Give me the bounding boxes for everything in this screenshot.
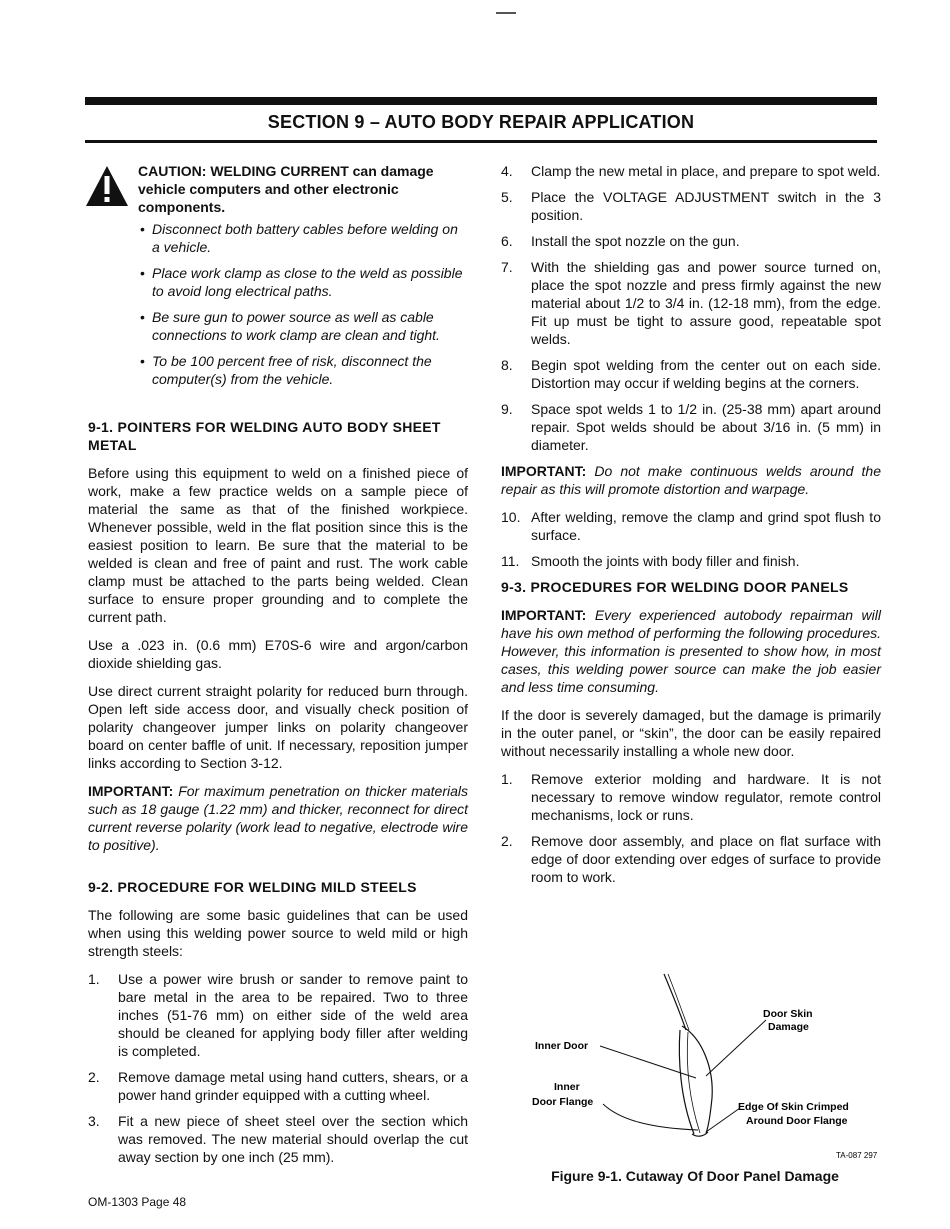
- important-label: IMPORTANT:: [501, 463, 587, 479]
- label-door-skin: Door Skin: [763, 1008, 813, 1020]
- list-item: [501, 258, 881, 348]
- step-text: With the shielding gas and power source turned on, place the spot nozzle and press firmly against the new material about 1/2 to 3/4 in. (12-18 mm), from the edge. Fit up must be tight to assure good, repeatable spot welds.: [531, 259, 881, 347]
- list-item: [88, 1112, 468, 1166]
- heading-9-3: 9-3. PROCEDURES FOR WELDING DOOR PANELS: [501, 579, 849, 595]
- step-number: 11.: [501, 553, 520, 569]
- caution-bullet-text: Disconnect both battery cables before welding on a vehicle.: [152, 221, 458, 255]
- step-text: Smooth the joints with body filler and finish.: [531, 553, 800, 569]
- label-around-flange: Around Door Flange: [746, 1115, 848, 1127]
- paragraph: Use a .023 in. (0.6 mm) E70S-6 wire and argon/carbon dioxide shielding gas.: [88, 637, 468, 671]
- caution-bullet: • Place work clamp as close to the weld as possible to avoid long electrical paths.: [140, 265, 463, 299]
- step-number: 2.: [501, 833, 513, 849]
- label-door-flange: Door Flange: [532, 1096, 594, 1108]
- step-number: 5.: [501, 189, 513, 205]
- step-text: Fit a new piece of sheet steel over the section which was removed. The new material should overlap the cut away section by one inch (25 mm).: [118, 1113, 468, 1165]
- step-text: Remove exterior molding and hardware. It is not necessary to remove window regulator, remote control mechanisms, lock or runs.: [531, 771, 881, 823]
- step-number: 2.: [88, 1069, 100, 1085]
- important-note: [501, 462, 881, 498]
- step-number: 10.: [501, 509, 521, 525]
- list-item: [501, 356, 881, 392]
- step-text: After welding, remove the clamp and grind spot flush to surface.: [531, 509, 881, 543]
- list-item: [501, 552, 881, 570]
- step-text: Space spot welds 1 to 1/2 in. (25-38 mm) apart around repair. Spot welds should be about 3/16 in. (5 mm) in diameter.: [531, 401, 881, 453]
- step-text: Use a power wire brush or sander to remove paint to bare metal in the area to be repaired. Two to three inches (51-76 mm) on either side of the weld area should be cleaned for applying body filler after welding is completed.: [118, 971, 468, 1059]
- paragraph: Use direct current straight polarity for reduced burn through. Open left side access door, and visually check position of polarity changeover jumper links on polarity changeover board on center baffle of unit. If necessary, reposition jumper links according to Section 3-12.: [88, 683, 468, 771]
- list-item: [501, 188, 881, 224]
- important-note: [88, 782, 468, 854]
- important-text: For maximum penetration on thicker materials such as 18 gauge (1.22 mm) and thicker, reconnect for direct current reverse polarity (work lead to negative, electrode wire to positive).: [88, 783, 469, 853]
- important-text: Do not make continuous welds around the repair as this will promote distortion and warpage.: [501, 463, 881, 497]
- page-footer: OM-1303 Page 48: [88, 1195, 187, 1209]
- step-number: 1.: [88, 971, 100, 987]
- list-item: [501, 162, 881, 180]
- label-inner: Inner: [554, 1081, 580, 1093]
- step-text: Remove damage metal using hand cutters, shears, or a power hand grinder equipped with a cutting wheel.: [118, 1069, 468, 1103]
- heading-9-1: 9-1. POINTERS FOR WELDING AUTO BODY SHEET METAL: [88, 419, 441, 453]
- caution-bullet-text: Be sure gun to power source as well as cable connections to work clamp are clean and tight.: [152, 309, 440, 343]
- steps-list: [501, 508, 881, 570]
- step-text: Install the spot nozzle on the gun.: [531, 233, 740, 249]
- step-text: Place the VOLTAGE ADJUSTMENT switch in the 3 position.: [531, 189, 881, 223]
- step-number: 9.: [501, 401, 513, 417]
- important-label: IMPORTANT:: [88, 783, 174, 799]
- steps-list: [501, 770, 881, 886]
- list-item: [501, 508, 881, 544]
- right-column: [501, 162, 881, 894]
- list-item: [501, 832, 881, 886]
- figure-caption: Figure 9-1. Cutaway Of Door Panel Damage: [551, 1168, 839, 1184]
- caution-bullet: • Disconnect both battery cables before welding on a vehicle.: [140, 221, 458, 255]
- figure-reference: TA-087 297: [836, 1151, 878, 1158]
- caution-block: [88, 162, 468, 388]
- caution-bullet-text: Place work clamp as close to the weld as possible to avoid long electrical paths.: [152, 265, 463, 299]
- step-text: Clamp the new metal in place, and prepare to spot weld.: [531, 163, 881, 179]
- section-rule-top: [85, 97, 877, 105]
- door-panel-cutaway-figure: [530, 968, 880, 1158]
- caution-bullet-text: To be 100 percent free of risk, disconnect the computer(s) from the vehicle.: [152, 353, 432, 387]
- list-item: [501, 400, 881, 454]
- label-damage: Damage: [768, 1021, 809, 1033]
- section-title: SECTION 9 – AUTO BODY REPAIR APPLICATION: [267, 112, 695, 132]
- list-item: [88, 970, 468, 1060]
- step-number: 3.: [88, 1113, 100, 1129]
- step-number: 4.: [501, 163, 513, 179]
- list-item: [501, 770, 881, 824]
- label-inner-door: Inner Door: [535, 1040, 589, 1052]
- heading-9-2: 9-2. PROCEDURE FOR WELDING MILD STEELS: [88, 879, 417, 895]
- step-text: Remove door assembly, and place on flat surface with edge of door extending over edges of surface to provide room to work.: [531, 833, 881, 885]
- steps-list: [501, 162, 881, 454]
- important-note: [501, 606, 881, 696]
- caution-bullet: • To be 100 percent free of risk, disconnect the computer(s) from the vehicle.: [140, 353, 432, 387]
- paragraph: Before using this equipment to weld on a finished piece of work, make a few practice welds on a sample piece of material the same as that of the finished workpiece. Whenever possible, weld in the flat position since this is the easiest position to learn. Be sure that the material to be welded is clean and free of paint and rust. The work cable clamp must be attached to the parts being welded. Clean surface to ensure proper grounding and to complete the current path.: [88, 465, 468, 625]
- left-column: [88, 162, 468, 1174]
- list-item: [88, 1068, 468, 1104]
- caution-heading: CAUTION: WELDING CURRENT can damage vehicle computers and other electronic components.: [138, 163, 434, 215]
- step-text: Begin spot welding from the center out on each side. Distortion may occur if welding begins at the corners.: [531, 357, 881, 391]
- door-drawing: [664, 974, 712, 1136]
- step-number: 1.: [501, 771, 513, 787]
- step-number: 7.: [501, 259, 513, 275]
- leader-lines: [600, 1020, 766, 1132]
- steps-list: [88, 970, 468, 1166]
- warning-triangle-icon: [85, 164, 129, 208]
- paragraph: The following are some basic guidelines that can be used when using this welding power source to weld mild or high strength steels:: [88, 907, 468, 959]
- step-number: 8.: [501, 357, 513, 373]
- step-number: 6.: [501, 233, 513, 249]
- caution-bullet: • Be sure gun to power source as well as cable connections to work clamp are clean and tight.: [140, 309, 440, 343]
- important-text: Every experienced autobody repairman will have his own method of performing the following procedures. However, this information is presented to show how, in most cases, this welding power source can make the job easier and less time consuming.: [501, 607, 881, 695]
- section-rule-bottom: [85, 140, 877, 143]
- paragraph: If the door is severely damaged, but the damage is primarily in the outer panel, or “skin”, the door can be easily repaired without necessarily installing a whole new door.: [501, 707, 881, 759]
- important-label: IMPORTANT:: [501, 607, 587, 623]
- label-edge-of-skin: Edge Of Skin Crimped: [738, 1101, 849, 1113]
- list-item: [501, 232, 881, 250]
- scan-mark: [496, 12, 516, 14]
